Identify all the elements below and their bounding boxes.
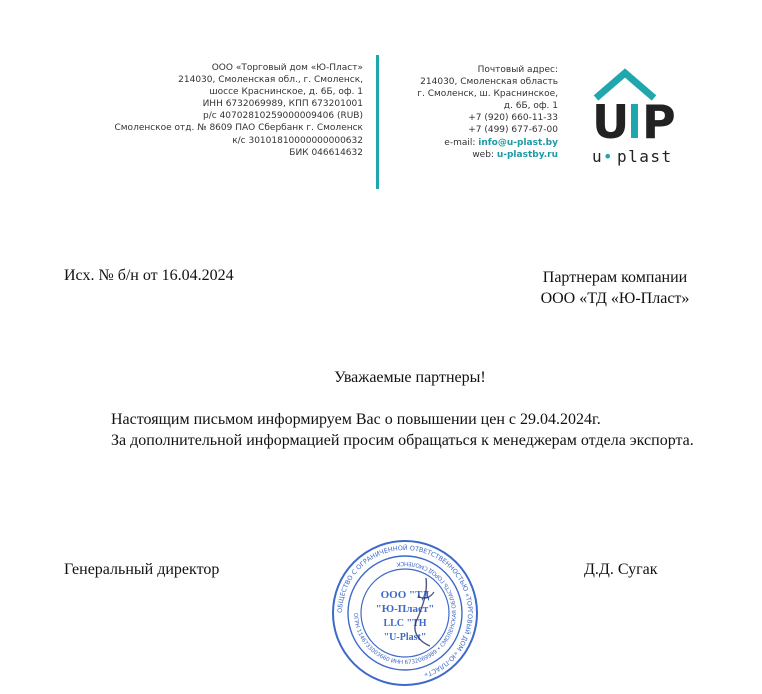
logo-wordmark-dot: • bbox=[603, 147, 613, 166]
postal-address-line: г. Смоленск, ш. Краснинское, bbox=[417, 89, 558, 100]
company-bank-account: р/с 40702810259000009406 (RUB) bbox=[203, 111, 363, 122]
company-bik: БИК 046614632 bbox=[289, 147, 363, 158]
web-label: web: bbox=[472, 149, 494, 160]
stamp-center-line: "Ю-Пласт" bbox=[375, 603, 435, 615]
signature-name: Д.Д. Сугак bbox=[584, 561, 658, 578]
company-bank-name: Смоленское отд. № 8609 ПАО Сбербанк г. Смоленск bbox=[114, 123, 363, 134]
company-corr-account: к/с 30101810000000000632 bbox=[232, 135, 363, 146]
company-name: ООО «Торговый дом «Ю-Пласт» bbox=[211, 63, 363, 73]
stamp-center-line: ООО "ТД bbox=[380, 589, 430, 601]
stamp-outer-text: ОБЩЕСТВО С ОГРАНИЧЕННОЙ ОТВЕТСТВЕННОСТЬЮ «ТОРГОВЫЙ ДОМ «Ю-ПЛАСТ» bbox=[335, 543, 475, 679]
stamp-center-line: LLC "TH bbox=[383, 618, 427, 629]
letter-body bbox=[64, 409, 705, 451]
outgoing-reference: Исх. № б/н от 16.04.2024 bbox=[64, 267, 234, 284]
company-requisites bbox=[43, 62, 363, 159]
phone-number: +7 (920) 660-11-33 bbox=[468, 113, 558, 124]
contact-block bbox=[368, 64, 558, 161]
signature-title: Генеральный директор bbox=[64, 561, 220, 578]
logo-wordmark-plast: plast bbox=[617, 147, 673, 166]
email-line bbox=[368, 137, 558, 149]
recipient-line: ООО «ТД «Ю-Пласт» bbox=[540, 290, 690, 307]
web-line bbox=[368, 149, 558, 161]
company-tax-ids: ИНН 6732069989, КПП 673201001 bbox=[202, 99, 363, 110]
logo-mark-p: P bbox=[642, 95, 676, 149]
phone-number: +7 (499) 677-67-00 bbox=[468, 125, 558, 136]
email-link[interactable]: info@u-plast.by bbox=[478, 137, 558, 148]
recipient-block bbox=[520, 267, 710, 309]
email-label: e-mail: bbox=[444, 137, 476, 148]
stamp-inner-text: ОГРН 1146733003660 ИНН 6732069989 • СМОЛЕНСКАЯ ОБЛАСТЬ ГОРОД СМОЛЕНСК bbox=[351, 559, 459, 667]
logo-bar bbox=[631, 104, 638, 138]
company-stamp bbox=[330, 538, 480, 688]
company-address-line: шоссе Краснинское, д. 6Б, оф. 1 bbox=[209, 87, 363, 98]
postal-address-line: д. 6Б, оф. 1 bbox=[503, 101, 558, 112]
postal-address-line: 214030, Смоленская область bbox=[420, 77, 558, 88]
web-link[interactable]: u-plastby.ru bbox=[496, 149, 558, 160]
u-plast-logo bbox=[588, 68, 684, 170]
logo-wordmark-u: u bbox=[592, 147, 602, 166]
body-paragraph: Настоящим письмом информируем Вас о повышении цен с 29.04.2024г. bbox=[111, 411, 601, 428]
recipient-line: Партнерам компании bbox=[542, 269, 688, 286]
company-address-line: 214030, Смоленская обл., г. Смоленск, bbox=[178, 75, 363, 86]
stamp-center-line: "U-Plast" bbox=[383, 632, 427, 643]
logo-mark-u: U bbox=[592, 95, 630, 149]
postal-label: Почтовый адрес: bbox=[477, 65, 558, 75]
greeting: Уважаемые партнеры! bbox=[334, 369, 486, 386]
body-paragraph: За дополнительной информацией просим обращаться к менеджерам отдела экспорта. bbox=[111, 432, 694, 449]
